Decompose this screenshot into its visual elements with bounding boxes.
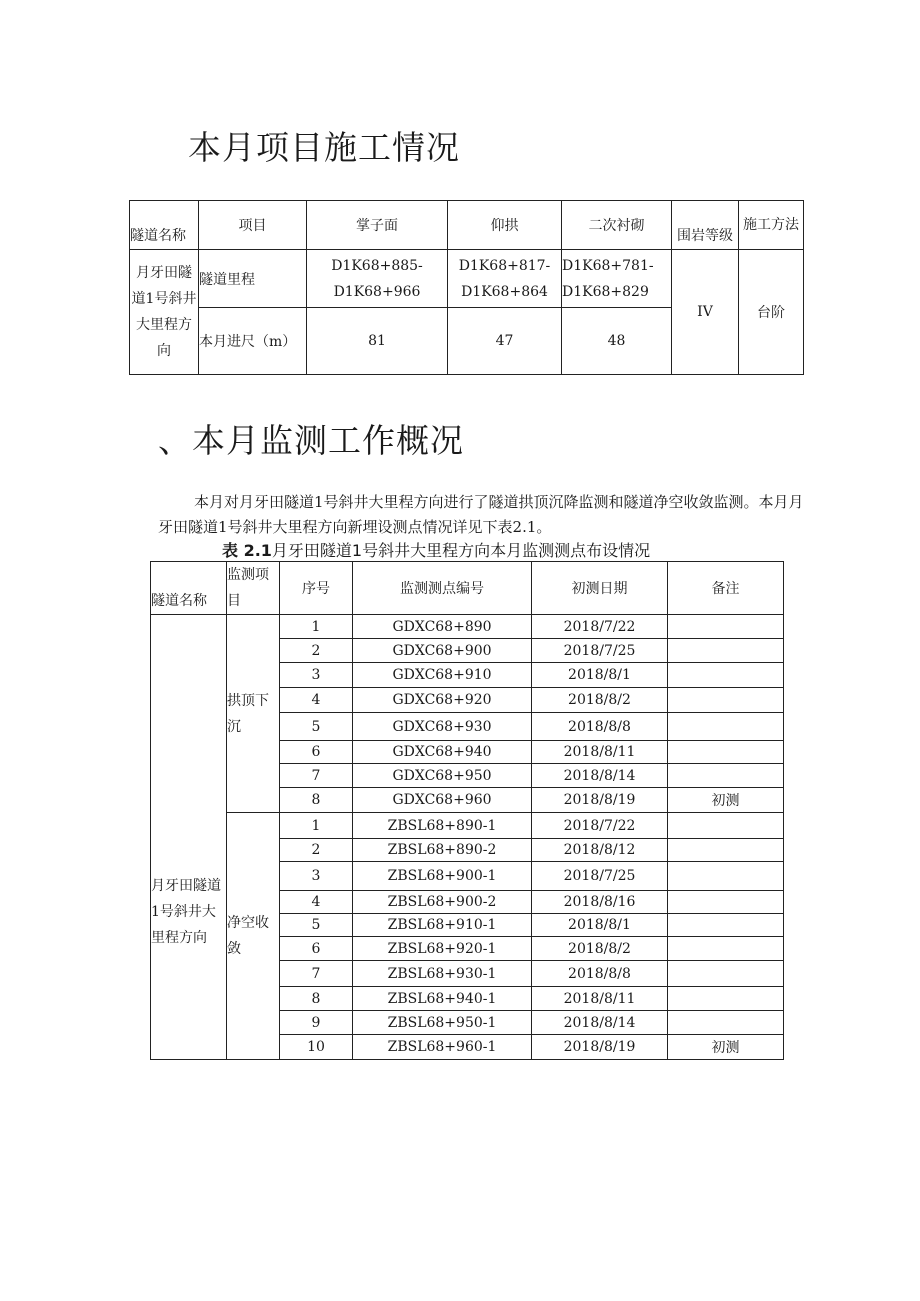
face-mileage: D1K68+885-D1K68+966 [307, 250, 448, 308]
first-date-cell: 2018/8/14 [532, 1011, 668, 1035]
point-id-cell: ZBSL68+920-1 [353, 937, 532, 961]
point-id-cell: ZBSL68+940-1 [353, 987, 532, 1011]
first-date-cell: 2018/7/22 [532, 615, 668, 639]
remark-cell [668, 764, 784, 788]
seq-cell: 6 [280, 937, 353, 961]
point-id-cell: GDXC68+940 [353, 741, 532, 764]
header-monitor-item: 监测项目 [227, 562, 280, 615]
remark-cell [668, 862, 784, 891]
table-row [151, 615, 784, 639]
method-value: 台阶 [739, 250, 804, 375]
remark-cell [668, 987, 784, 1011]
caption-label: 表 2.1 [222, 541, 272, 560]
first-date-cell: 2018/7/22 [532, 813, 668, 839]
seq-cell: 2 [280, 839, 353, 862]
first-date-cell: 2018/7/25 [532, 639, 668, 663]
remark-cell [668, 639, 784, 663]
header-seq: 序号 [280, 562, 353, 615]
remark-cell [668, 914, 784, 937]
seq-cell: 4 [280, 688, 353, 713]
remark-cell [668, 961, 784, 987]
seq-cell: 9 [280, 1011, 353, 1035]
point-id-cell: ZBSL68+930-1 [353, 961, 532, 987]
seq-cell: 8 [280, 788, 353, 813]
remark-cell: 初测 [668, 788, 784, 813]
monitor-item-cell: 净空收敛 [227, 813, 280, 1060]
section-title-construction: 本月项目施工情况 [188, 128, 460, 167]
point-id-cell: ZBSL68+890-1 [353, 813, 532, 839]
point-id-cell: GDXC68+950 [353, 764, 532, 788]
header-point-id: 监测测点编号 [353, 562, 532, 615]
seq-cell: 3 [280, 663, 353, 688]
seq-cell: 1 [280, 813, 353, 839]
invert-progress: 47 [448, 308, 562, 375]
point-id-cell: GDXC68+890 [353, 615, 532, 639]
seq-cell: 7 [280, 961, 353, 987]
remark-cell [668, 937, 784, 961]
point-id-cell: ZBSL68+950-1 [353, 1011, 532, 1035]
point-id-cell: ZBSL68+960-1 [353, 1035, 532, 1060]
header-face: 掌子面 [307, 201, 448, 250]
lining-mileage: D1K68+781-D1K68+829 [562, 250, 672, 308]
first-date-cell: 2018/8/14 [532, 764, 668, 788]
first-date-cell: 2018/8/2 [532, 688, 668, 713]
monitoring-table [150, 561, 784, 1060]
point-id-cell: ZBSL68+910-1 [353, 914, 532, 937]
remark-cell: 初测 [668, 1035, 784, 1060]
remark-cell [668, 688, 784, 713]
remark-cell [668, 839, 784, 862]
rock-grade-value: IV [672, 250, 739, 375]
seq-cell: 10 [280, 1035, 353, 1060]
header-tunnel-name: 隧道名称 [151, 562, 227, 615]
first-date-cell: 2018/8/2 [532, 937, 668, 961]
remark-cell [668, 713, 784, 741]
header-remark: 备注 [668, 562, 784, 615]
first-date-cell: 2018/8/11 [532, 741, 668, 764]
remark-cell [668, 1011, 784, 1035]
invert-mileage: D1K68+817-D1K68+864 [448, 250, 562, 308]
first-date-cell: 2018/8/8 [532, 961, 668, 987]
seq-cell: 1 [280, 615, 353, 639]
point-id-cell: ZBSL68+890-2 [353, 839, 532, 862]
point-id-cell: GDXC68+900 [353, 639, 532, 663]
header-lining: 二次衬砌 [562, 201, 672, 250]
section-title-monitoring: 、本月监测工作概况 [158, 421, 464, 460]
header-first-date: 初测日期 [532, 562, 668, 615]
table-caption [222, 538, 650, 561]
seq-cell: 6 [280, 741, 353, 764]
point-id-cell: GDXC68+930 [353, 713, 532, 741]
intro-paragraph: 本月对月牙田隧道1号斜井大里程方向进行了隧道拱顶沉降监测和隧道净空收敛监测。本月月牙田隧道1号斜井大里程方向新埋设测点情况详见下表2.1。 [158, 493, 804, 536]
table-row [151, 813, 784, 839]
row-mileage-label: 隧道里程 [199, 250, 307, 308]
monitor-item-cell: 拱顶下沉 [227, 615, 280, 813]
seq-cell: 5 [280, 713, 353, 741]
face-progress: 81 [307, 308, 448, 375]
first-date-cell: 2018/8/19 [532, 1035, 668, 1060]
remark-cell [668, 813, 784, 839]
remark-cell [668, 663, 784, 688]
tunnel-name-cell: 月牙田隧道1号斜井大里程方向 [130, 250, 199, 375]
construction-table [129, 200, 804, 375]
seq-cell: 4 [280, 891, 353, 914]
header-method: 施工方法 [739, 201, 804, 250]
header-rock-grade: 围岩等级 [672, 201, 739, 250]
point-id-cell: GDXC68+920 [353, 688, 532, 713]
row-progress-label: 本月进尺（m） [199, 308, 307, 375]
point-id-cell: ZBSL68+900-2 [353, 891, 532, 914]
first-date-cell: 2018/8/16 [532, 891, 668, 914]
seq-cell: 8 [280, 987, 353, 1011]
seq-cell: 5 [280, 914, 353, 937]
remark-cell [668, 891, 784, 914]
seq-cell: 3 [280, 862, 353, 891]
first-date-cell: 2018/8/11 [532, 987, 668, 1011]
tunnel-name-cell: 月牙田隧道1号斜井大里程方向 [151, 615, 227, 1060]
header-invert: 仰拱 [448, 201, 562, 250]
point-id-cell: GDXC68+910 [353, 663, 532, 688]
header-tunnel-name: 隧道名称 [130, 201, 199, 250]
first-date-cell: 2018/8/1 [532, 663, 668, 688]
remark-cell [668, 741, 784, 764]
first-date-cell: 2018/8/12 [532, 839, 668, 862]
first-date-cell: 2018/7/25 [532, 862, 668, 891]
point-id-cell: GDXC68+960 [353, 788, 532, 813]
caption-text: 月牙田隧道1号斜井大里程方向本月监测测点布设情况 [271, 541, 651, 560]
lining-progress: 48 [562, 308, 672, 375]
remark-cell [668, 615, 784, 639]
first-date-cell: 2018/8/8 [532, 713, 668, 741]
header-item: 项目 [199, 201, 307, 250]
first-date-cell: 2018/8/1 [532, 914, 668, 937]
seq-cell: 2 [280, 639, 353, 663]
point-id-cell: ZBSL68+900-1 [353, 862, 532, 891]
seq-cell: 7 [280, 764, 353, 788]
first-date-cell: 2018/8/19 [532, 788, 668, 813]
